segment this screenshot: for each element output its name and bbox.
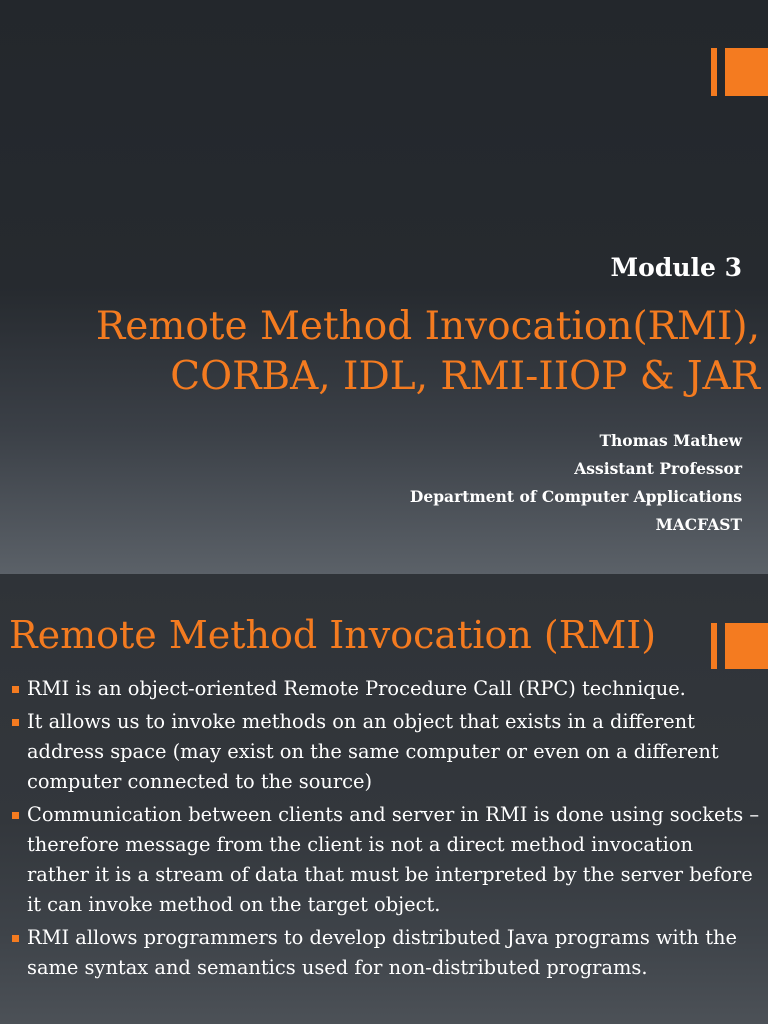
bullet-marker-icon [12, 935, 19, 942]
bullet-marker-icon [12, 812, 19, 819]
content-slide [0, 574, 768, 1024]
accent-bar-thick [725, 623, 768, 669]
accent-bar-thin [711, 48, 717, 96]
bullet-item [10, 674, 760, 704]
presenter-role: Assistant Professor [574, 459, 742, 478]
bullet-marker-icon [12, 686, 19, 693]
content-slide-title: Remote Method Invocation (RMI) [9, 613, 657, 657]
accent-bar-thick [725, 48, 768, 96]
bullet-list [10, 674, 760, 986]
accent-bars [711, 48, 768, 96]
bullet-item [10, 800, 760, 920]
bullet-marker-icon [12, 719, 19, 726]
bullet-text: RMI is an object-oriented Remote Procedure Call (RPC) technique. [27, 677, 686, 700]
bullet-item [10, 707, 760, 797]
presenter-info [410, 427, 742, 539]
accent-bar-thin [711, 623, 717, 669]
bullet-text: It allows us to invoke methods on an object that exists in a different address space (may exist on the same computer or even on a different computer connected to the source) [27, 710, 719, 793]
module-label: Module 3 [610, 253, 742, 282]
title-line-2: CORBA, IDL, RMI-IIOP & JAR [170, 354, 760, 399]
bullet-text: Communication between clients and server in RMI is done using sockets – therefore message from the client is not a direct method invocation rather it is a stream of data that must be interpreted by the server before it can invoke method on the target object. [27, 803, 760, 916]
title-line-1: Remote Method Invocation(RMI), [95, 304, 760, 349]
accent-bars [711, 623, 768, 669]
presenter-name: Thomas Mathew [599, 431, 742, 450]
presenter-department: Department of Computer Applications [409, 487, 742, 506]
slide-title [20, 302, 760, 402]
bullet-item [10, 923, 760, 983]
presenter-institution: MACFAST [655, 515, 742, 534]
bullet-text: RMI allows programmers to develop distributed Java programs with the same syntax and semantics used for non-distributed programs. [27, 926, 737, 979]
